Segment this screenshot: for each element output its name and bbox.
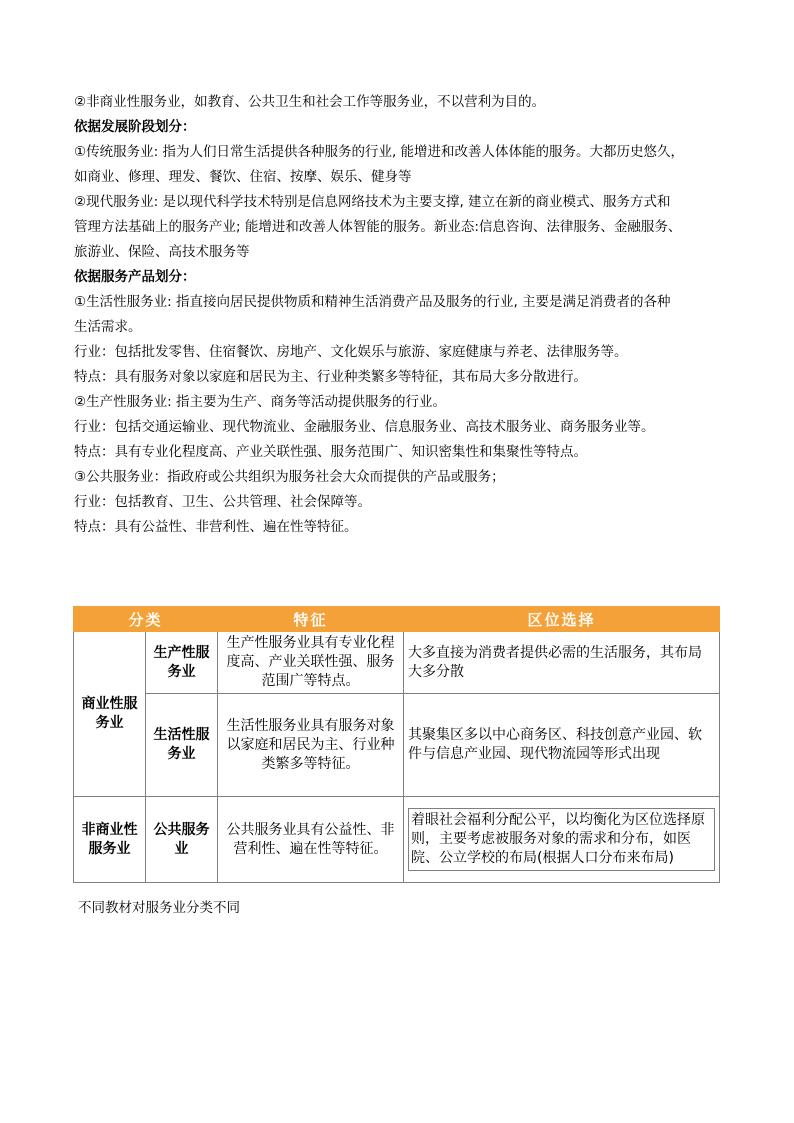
location-cell <box>404 797 720 883</box>
header-feature: 特征 <box>218 607 404 632</box>
table-row <box>74 797 720 883</box>
header-location: 区位选择 <box>404 607 720 632</box>
text-line: ②生产性服务业: 指主要为生产、商务等活动提供服务的行业。 <box>74 394 446 410</box>
document-body <box>74 90 724 540</box>
table-row <box>74 694 720 797</box>
feature-cell <box>218 632 404 694</box>
location-text: 其聚集区多以中心商务区、科技创意产业园、软件与信息产业园、现代物流园等形式出现 <box>408 727 703 762</box>
text-line: ①生活性服务业: 指直接向居民提供物质和精神生活消费产品及服务的行业, 主要是满足消费者的各种 <box>74 294 671 310</box>
location-cell <box>404 632 720 694</box>
text-line: 行业：包括交通运输业、现代物流业、金融服务业、信息服务业、高技术服务业、商务服务业等。 <box>74 419 655 435</box>
feature-text: 生活性服务业具有服务对象以家庭和居民为主、行业种类繁多等特征。 <box>226 717 395 772</box>
footnote: 不同教材对服务业分类不同 <box>78 900 240 916</box>
text-line: ②现代服务业: 是以现代科学技术特别是信息网络技术为主要支撑, 建立在新的商业模式、服务方式和 <box>74 194 671 210</box>
classification-table <box>73 606 720 883</box>
text-line: 特点：具有公益性、非营利性、遍在性等特征。 <box>74 519 358 535</box>
feature-cell <box>218 694 404 797</box>
feature-cell <box>218 797 404 883</box>
location-text: 着眼社会福利分配公平，以均衡化为区位选择原则，主要考虑被服务对象的需求和分布，如医院、公立学校的布局(根据人口分布来布局) <box>408 808 715 871</box>
location-cell <box>404 694 720 797</box>
category-noncommercial: 非商业性服务业 <box>74 797 146 883</box>
text-line: 如商业、修理、理发、餐饮、住宿、按摩、娱乐、健身等 <box>74 169 412 185</box>
text-line: 特点：具有专业化程度高、产业关联性强、服务范围广、知识密集性和集聚性等特点。 <box>74 444 587 460</box>
header-category: 分类 <box>74 607 218 632</box>
text-line: 行业：包括教育、卫生、公共管理、社会保障等。 <box>74 494 371 510</box>
feature-text: 公共服务业具有公益性、非营利性、遍在性等特征。 <box>226 821 395 857</box>
text-line: ③公共服务业：指政府或公共组织为服务社会大众而提供的产品或服务； <box>74 469 505 485</box>
category-commercial: 商业性服务业 <box>74 632 146 797</box>
location-text: 大多直接为消费者提供必需的生活服务，其布局大多分散 <box>408 644 703 680</box>
text-line: 旅游业、保险、高技术服务等 <box>74 244 250 260</box>
text-line: 生活需求。 <box>74 319 142 335</box>
subcategory-public: 公共服务业 <box>146 797 218 883</box>
feature-text: 生产性服务业具有专业化程度高、产业关联性强、服务范围广等特点。 <box>226 635 395 689</box>
section-heading-development-stage: 依据发展阶段划分： <box>74 119 196 135</box>
section-heading-service-product: 依据服务产品划分： <box>74 269 196 285</box>
table-header-row <box>74 607 720 632</box>
subcategory-consumer: 生活性服务业 <box>146 694 218 797</box>
text-line: ①传统服务业: 指为人们日常生活提供各种服务的行业, 能增进和改善人体体能的服务。大都历史悠久， <box>74 144 685 160</box>
text-line: 行业：包括批发零售、住宿餐饮、房地产、文化娱乐与旅游、家庭健康与养老、法律服务等。 <box>74 344 628 360</box>
text-line: 特点：具有服务对象以家庭和居民为主、行业种类繁多等特征，其布局大多分散进行。 <box>74 369 587 385</box>
text-line: 管理方法基础上的服务产业; 能增进和改善人体智能的服务。新业态:信息咨询、法律服务、金融服务、 <box>74 219 682 235</box>
table-row <box>74 632 720 694</box>
subcategory-producer: 生产性服务业 <box>146 632 218 694</box>
text-line: ②非商业性服务业，如教育、公共卫生和社会工作等服务业，不以营利为目的。 <box>74 94 546 110</box>
